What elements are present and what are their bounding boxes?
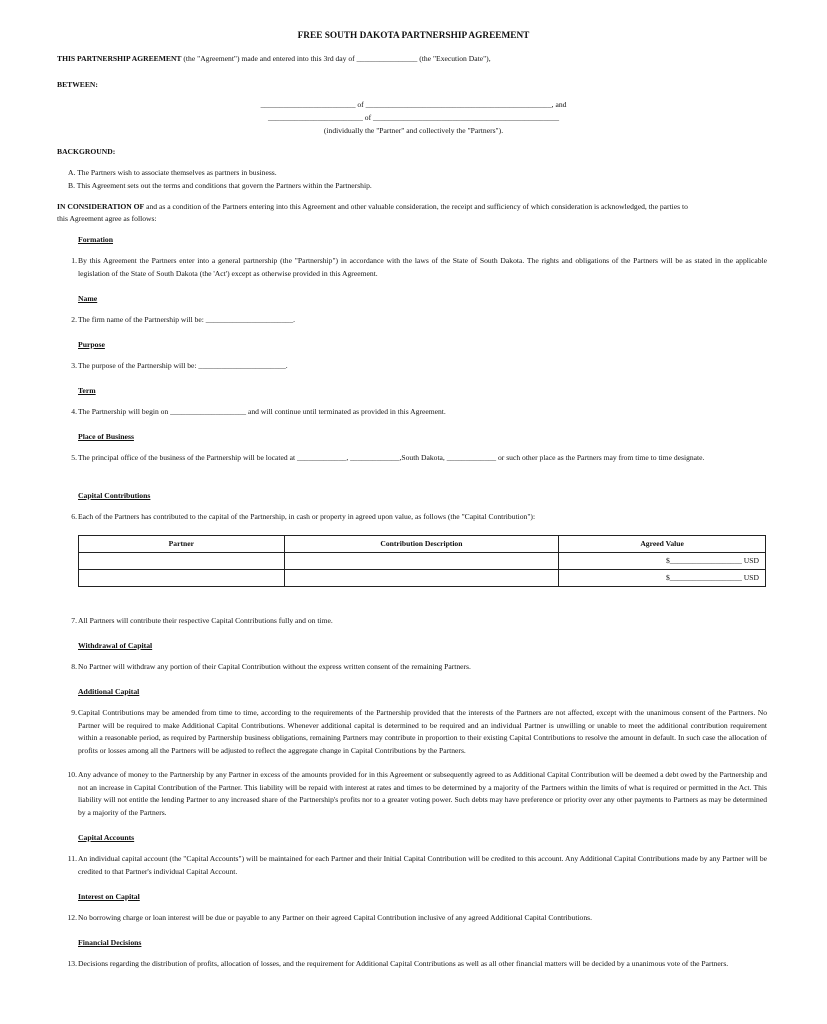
clause-number: 8. <box>71 662 77 671</box>
partner-cell[interactable] <box>79 553 285 570</box>
clause-number: 9. <box>71 708 77 717</box>
agreed-value-cell[interactable]: $___________________ USD <box>559 553 766 570</box>
consideration-text: and as a condition of the Partners entering into this Agreement and other valuable consideration, the receipt and sufficiency of which consideration is acknowledged, the parties to <box>144 202 688 211</box>
clause-text: The purpose of the Partnership will be: _______________________. <box>78 361 288 370</box>
clause-text: By this Agreement the Partners enter into a general partnership (the "Partnership") in accordance with the laws of the State of South Dakota. The rights and obligations of the Partners will be as stated in the applicable legislation of the State of South Dakota (the 'Act') except as otherwise provided in this Agreement. <box>78 256 767 278</box>
intro-text: (the "Agreement") made and entered into this 3rd day of ________________ (the "Execution Date"), <box>181 54 491 63</box>
clause-text: The Partnership will begin on ____________________ and will continue until terminated as provided in this Agreement. <box>78 407 446 416</box>
intro-bold: THIS PARTNERSHIP AGREEMENT <box>57 54 182 63</box>
between-label: BETWEEN: <box>57 80 98 89</box>
column-header-partner: Partner <box>79 536 285 553</box>
clause-number: 6. <box>71 512 77 521</box>
clause-number: 11. <box>67 854 77 863</box>
description-cell[interactable] <box>284 553 559 570</box>
table-header-row <box>79 536 766 553</box>
clause-text: An individual capital account (the "Capital Accounts") will be maintained for each Partner and their Initial Capital Contribution will be credited to this account. Any Additional Capital Contributions made by any Partner will be credited to that Partner's individual Capital Account. <box>78 854 767 876</box>
clause-number: 3. <box>71 361 77 370</box>
clause-number: 2. <box>71 315 77 324</box>
intro-paragraph <box>57 53 491 66</box>
clause-text: Capital Contributions may be amended from time to time, according to the requirements of the Partnership provided that the interests of the Partners are not affected, except with the unanimous consent of the Partners. No Partner will be required to make Additional Capital Contributions. Whenever additional capital is determined to be required and an individual Partner is unwilling or unable to meet the additional contribution requirement within a reasonable period, as required by Partnership business obligations, remaining Partners may contribute in proportion to their existing Capital Contributions to resolve the amount in default. In such case the allocation of profits or losses among all the Partners will be adjusted to reflect the aggregate change in Capital Contributions by the Partners. <box>78 708 767 755</box>
clause-text: All Partners will contribute their respective Capital Contributions fully and on time. <box>78 616 333 625</box>
table-row <box>79 570 766 587</box>
heading-capital-accounts: Capital Accounts <box>78 833 135 842</box>
background-item-b: B. This Agreement sets out the terms and conditions that govern the Partners within the Partnership. <box>68 181 372 190</box>
clause-number: 4. <box>71 407 77 416</box>
table-row <box>79 553 766 570</box>
capital-contribution-table <box>78 535 766 587</box>
heading-name: Name <box>78 294 98 303</box>
clause-text: Each of the Partners has contributed to the capital of the Partnership, in cash or property in agreed upon value, as follows (the "Capital Contribution"): <box>78 512 536 521</box>
clause-number: 1. <box>71 256 77 265</box>
clause-number: 5. <box>71 453 77 462</box>
partner-cell[interactable] <box>79 570 285 587</box>
clause-text: No Partner will withdraw any portion of their Capital Contribution without the express written consent of the remaining Partners. <box>78 662 471 671</box>
clause-text: Any advance of money to the Partnership by any Partner in excess of the amounts provided for in this Agreement or subsequently agreed to as Additional Capital Contribution will be deemed a debt owed by the Partnership and not an increase in Capital Contribution of the Partner. This liability will be repaid with interest at rates and times to be determined by a majority of the Partners within the limits of what is required or permitted in the Act. This liability will not entitle the lending Partner to any increased share of the Partnership's profits nor to a greater voting power. Such debts may have preference or priority over any other payments to Partners as may be determined by a majority of the Partners. <box>78 770 767 817</box>
heading-interest-on-capital: Interest on Capital <box>78 892 140 901</box>
party-line-2: _________________________ of _________________________________________________ <box>267 113 560 122</box>
clause-text: The firm name of the Partnership will be: _______________________. <box>78 315 296 324</box>
heading-capital-contributions: Capital Contributions <box>78 491 151 500</box>
parties-note: (individually the "Partner" and collectively the "Partners"). <box>323 126 504 135</box>
description-cell[interactable] <box>284 570 559 587</box>
heading-purpose: Purpose <box>78 340 105 349</box>
background-label: BACKGROUND: <box>57 147 116 156</box>
consideration-line-2: this Agreement agree as follows: <box>57 214 157 223</box>
heading-additional-capital: Additional Capital <box>78 687 140 696</box>
clause-number: 13. <box>67 959 77 968</box>
heading-place-of-business: Place of Business <box>78 432 134 441</box>
heading-withdrawal-of-capital: Withdrawal of Capital <box>78 641 153 650</box>
clause-number: 7. <box>71 616 77 625</box>
clause-number: 10. <box>67 770 77 779</box>
clause-text: No borrowing charge or loan interest will be due or payable to any Partner on their agreed Capital Contribution inclusive of any agreed Additional Capital Contributions. <box>78 913 592 922</box>
heading-financial-decisions: Financial Decisions <box>78 938 142 947</box>
clause-text: The principal office of the business of the Partnership will be located at _____________, _____________,South Dakota, _____________ or such other place as the Partners may from time to time designate. <box>78 453 705 462</box>
consideration-bold: IN CONSIDERATION OF <box>57 202 145 211</box>
clause-number: 12. <box>67 913 77 922</box>
heading-term: Term <box>78 386 96 395</box>
document-title: FREE SOUTH DAKOTA PARTNERSHIP AGREEMENT <box>297 31 530 41</box>
background-item-a: A. The Partners wish to associate themselves as partners in business. <box>68 168 277 177</box>
consideration-line-1 <box>57 201 688 214</box>
clause-text: Decisions regarding the distribution of profits, allocation of losses, and the requirement for Additional Capital Contributions as well as all other financial matters will be decided by a unanimous vote of the Partners. <box>78 959 729 968</box>
column-header-description: Contribution Description <box>284 536 559 553</box>
agreed-value-cell[interactable]: $___________________ USD <box>559 570 766 587</box>
column-header-agreed-value: Agreed Value <box>559 536 766 553</box>
heading-formation: Formation <box>78 235 114 244</box>
party-line-1: _________________________ of _________________________________________________, and <box>260 100 567 109</box>
